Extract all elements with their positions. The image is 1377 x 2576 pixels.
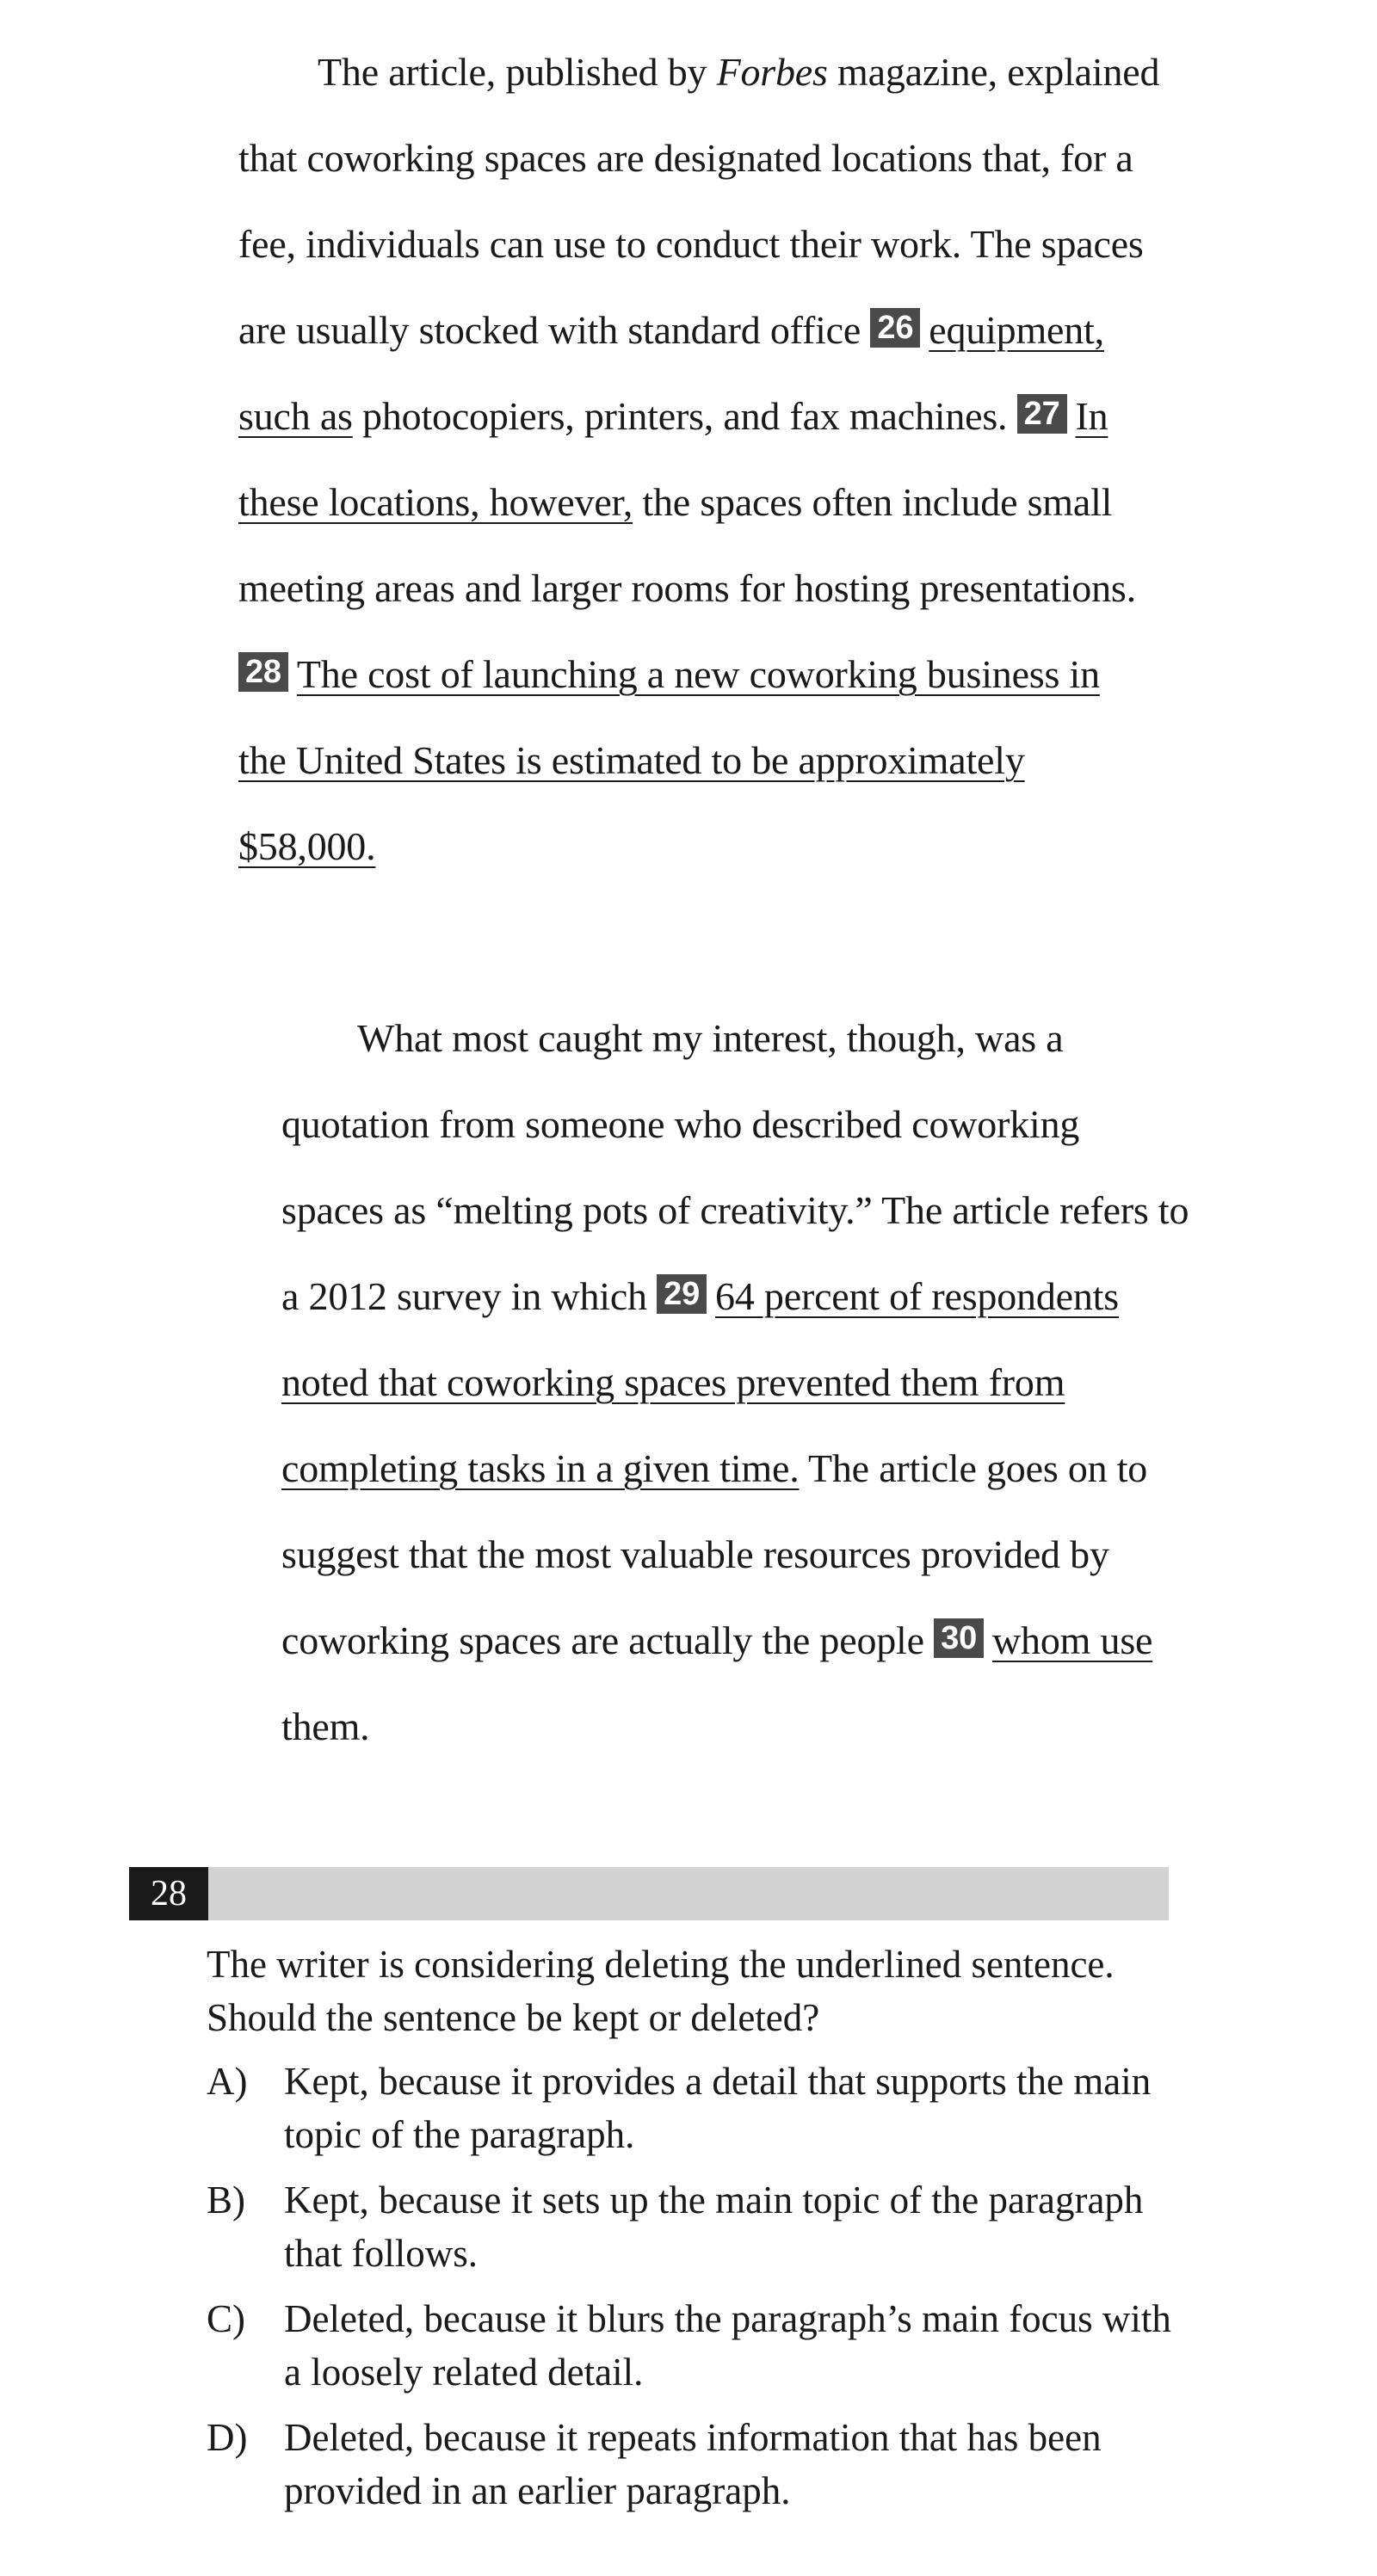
underlined-text-29-end: completing tasks in a given time. [281, 1446, 800, 1490]
choice-text: Kept, because it sets up the main topic of the paragraph that follows. [284, 2179, 1144, 2275]
question-prompt: The writer is considering deleting the underlined sentence. Should the sentence be kept or deleted? [207, 1943, 1115, 2039]
passage-line [238, 718, 1297, 804]
passage-line [238, 632, 1297, 718]
underlined-text-28-end: $58,000. [238, 824, 376, 868]
question-marker-28[interactable]: 28 [238, 652, 288, 692]
question-marker-26[interactable]: 26 [870, 308, 920, 348]
question-marker-30[interactable]: 30 [934, 1618, 984, 1658]
passage-line: a 2012 survey in which 29 64 percent of respondents [281, 1274, 1119, 1318]
choice-letter: B) [207, 2179, 245, 2222]
underlined-text-28: The cost of launching a new coworking business in [296, 652, 1100, 696]
passage-line: such as photocopiers, printers, and fax machines. 27 In [238, 394, 1108, 438]
answer-choice-a[interactable] [207, 2055, 1196, 2161]
passage-line: are usually stocked with standard office 26 equipment, [238, 308, 1104, 352]
underlined-text-26: equipment, [929, 308, 1104, 352]
underlined-text-27: In [1075, 394, 1108, 438]
passage-line: completing tasks in a given time. The article goes on to [281, 1446, 1148, 1490]
publication-title: Forbes [716, 50, 828, 94]
passage-paragraph-1 [238, 29, 1297, 890]
underlined-text-29: 64 percent of respondents [715, 1274, 1119, 1318]
passage-line: What most caught my interest, though, was a [357, 1016, 1064, 1060]
question-block [207, 1938, 1196, 2530]
underlined-text-29-cont: noted that coworking spaces prevented them from [281, 1360, 1065, 1404]
passage-line: suggest that the most valuable resources provided by [281, 1532, 1109, 1576]
passage-line [238, 804, 1297, 890]
passage-paragraph-2 [281, 995, 1340, 1770]
choice-letter: D) [207, 2416, 248, 2459]
passage-line: spaces as “melting pots of creativity.” The article refers to [281, 1188, 1189, 1232]
question-number: 28 [129, 1867, 208, 1920]
passage-line: that coworking spaces are designated locations that, for a [238, 136, 1133, 180]
choice-text: Deleted, because it repeats information that has been provided in an earlier paragraph. [284, 2416, 1102, 2512]
answer-choice-d[interactable] [207, 2411, 1196, 2517]
passage-line: The article, published by Forbes magazine, explained [318, 50, 1160, 94]
question-marker-29[interactable]: 29 [657, 1274, 707, 1314]
question-marker-27[interactable]: 27 [1017, 394, 1067, 434]
underlined-text-26-cont: such as [238, 394, 353, 438]
underlined-text-30: whom use [992, 1618, 1153, 1662]
underlined-text-27-cont: these locations, however, [238, 480, 633, 524]
choice-letter: A) [207, 2060, 248, 2103]
passage-line: coworking spaces are actually the people 30 whom use [281, 1618, 1153, 1662]
choice-text: Kept, because it provides a detail that supports the main topic of the paragraph. [284, 2060, 1152, 2156]
passage-line [281, 1340, 1340, 1426]
passage-line: fee, individuals can use to conduct their work. The spaces [238, 222, 1144, 266]
passage-line: them. [281, 1704, 370, 1748]
answer-choice-b[interactable] [207, 2173, 1196, 2280]
choice-text: Deleted, because it blurs the paragraph’s main focus with a loosely related detail. [284, 2297, 1171, 2394]
choice-letter: C) [207, 2297, 245, 2340]
passage-line: meeting areas and larger rooms for hosting presentations. [238, 566, 1136, 610]
question-header-bar [129, 1867, 1169, 1920]
passage-line: these locations, however, the spaces often include small [238, 480, 1113, 524]
answer-choice-c[interactable] [207, 2292, 1196, 2399]
passage-line: quotation from someone who described coworking [281, 1102, 1080, 1146]
underlined-text-28-cont: the United States is estimated to be approximately [238, 738, 1025, 782]
